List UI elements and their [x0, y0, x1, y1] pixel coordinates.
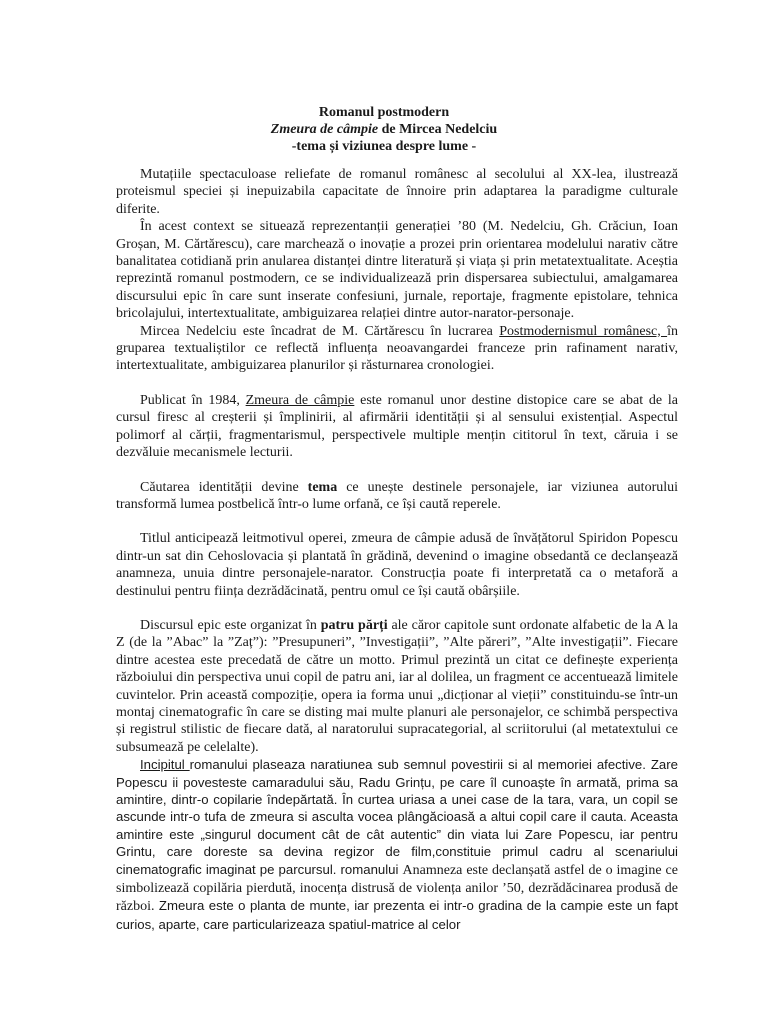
paragraph-theme: Căutarea identității devine tema ce unește destinele personajele, iar viziunea autorului transformă lumea postbelică într-o lume orfană, ce își caută reperele. [116, 479, 679, 512]
author-name: de Mircea Nedelciu [378, 122, 498, 137]
structure-keyword: patru părți [320, 617, 388, 633]
paragraph-intro: Mutațiile spectaculoase reliefate de romanul românesc al secolului al XX-lea, ilustrează proteismul speciei și inepuizabila capacitate de înnoire prin adaptarea la paradigme culturale diferite. [116, 167, 678, 217]
postmodernism-reference: Postmodernismul românesc, [499, 323, 668, 339]
document-subtitle [0, 121, 768, 138]
novel-reference: Zmeura de câmpie [245, 392, 355, 408]
theme-keyword: tema [307, 479, 338, 495]
incipit-keyword: Incipitul [140, 757, 190, 773]
document-theme: -tema și viziunea despre lume - [291, 139, 477, 154]
document-title: Romanul postmodern [318, 105, 450, 120]
paragraph-structure: Discursul epic este organizat în patru părți ale căror capitole sunt ordonate alfabetic de la A la Z (de la ”Abac” la ”Zaț”): ”Presupuneri”, ”Investigații”, ”Alte păreri”, ”Alte investigații”. Fiecare dintre acestea este precedată de către un motto. Primul prezintă un citat ce definește experiența războiului din perspectiva unui copil de patru ani, iar al dolilea, un fragment ce accentuează limitele cuvintelor. Prin această compoziție, opera ia forma unui „dicționar al vieții” constituindu-se într-un montaj cinematografic în care se disting mai multe planuri ale personajelor, ce schimbă perspectiva și registrul stilistic de fiecare dată, al naratorului supracategorial, al scriitorului (al metatextului ce subsumează pe celelalte). [116, 617, 678, 755]
novel-title: Zmeura de câmpie [270, 122, 379, 137]
paragraph-incipit: Incipitul romanului plaseaza naratiunea sub semnul povestirii si al memoriei afective. Zare Popescu ii povesteste camaradului său, Radu Grințu, pe care îl cunoaște în armată, prima sa amintire, dintr-o copilarie îndepărtată. În curtea uriasa a unei case de la tara, vara, un copil se ascunde intr-o tufa de zmeura si asculta vocea plângăcioasă a altui copil care il cauta. Aceasta amintire este „singurul document cât de cât autentic” din viata lui Zare Popescu, iar pentru Grintu, care doreste sa devina regizor de film,constituie primul cadru al scenariului cinematografic imaginat pe parcursul. romanului Anamneza este declanșată astfel de o imagine ce simbolizează copilăria pierdută, inocența distrusă de violența anilor ’50, dezrădăcinarea produsă de război. Zmeura este o planta de munte, iar prezenta ei intr-o gradina de la campie este un fapt curios, aparte, care particularizeaza spatiul-matrice al celor [116, 757, 678, 932]
paragraph-title-meaning: Titlul anticipează leitmotivul operei, zmeura de câmpie adusă de învățătorul Spiridon Popescu dintr-un sat din Cehoslovacia și plantată în grădină, devenind o imagine obsedantă ce declanșează anamneza, unuia dintre personajele-narator. Construcția poate fi interpretată ca o metaforă a destinului pentru ființa dezrădăcinată, pentru omul ce își caută obârșiile. [116, 531, 678, 599]
paragraph-context: În acest context se situează reprezentanții generației ’80 (M. Nedelciu, Gh. Crăciun, Ioan Groșan, M. Cărtărescu), care marchează o inovație a prozei prin orientarea modelului narativ către banalitatea cotidiană prin anularea distanței dintre literatură și viața și prin metatextualitate. Aceștia reprezintă romanul postmodern, ce se individualizează prin dispersarea subiectului, amalgamarea discursului epic în care sunt inserate confesiuni, jurnale, reportaje, fragmente epistolare, tehnica bricolajului, intertextualitate, ambiguizarea relației dintre autor-narator-personaje. [116, 219, 678, 322]
paragraph-publication: Publicat în 1984, Zmeura de câmpie este romanul unor destine distopice care se abat de la cursul firesc al creșterii și împlinirii, al afirmării identității și al sensului existențial. Aspectul polimorf al cărții, fragmentarismul, perspectivele multiple mențin cititorul în text, căruia i se dezvăluie mecanismele lecturii. [116, 392, 678, 461]
document-body [116, 166, 678, 933]
paragraph-nedelciu: Mircea Nedelciu este încadrat de M. Cărtărescu în lucrarea Postmodernismul românesc, în gruparea textualiștilor ce reflectă influența neoavangardei franceze prin rafinament narativ, intertextualitate, ambiguizarea planurilor și răsturnarea cronologiei. [116, 323, 678, 374]
